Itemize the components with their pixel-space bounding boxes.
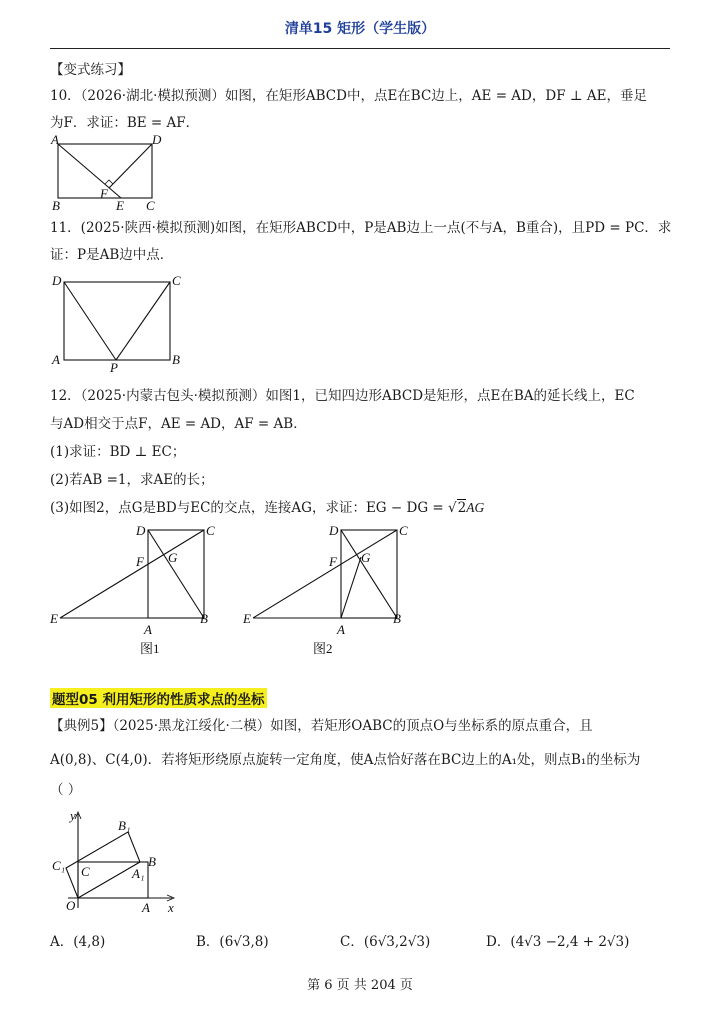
- ex5-option-b-letter: B．: [196, 934, 220, 950]
- q11-segment-cp: [116, 282, 170, 360]
- ex5-option-c-letter: C．: [340, 934, 364, 950]
- q12-f1-label-b: B: [200, 611, 208, 626]
- q12-f1-segment-ec: [60, 530, 204, 618]
- q10-figure: [48, 132, 168, 214]
- q12-part1: (1)求证：BD ⊥ EC；: [50, 444, 186, 460]
- q12-fig1-caption: 图1: [140, 641, 160, 656]
- q11-segment-dp: [64, 282, 116, 360]
- q12-f2-label-d: D: [329, 523, 339, 538]
- q11-label-c: C: [172, 273, 181, 288]
- q12-f1-label-e: E: [50, 611, 58, 626]
- q12-f2-label-e: E: [243, 611, 251, 626]
- ex5-option-d-value: (4√3 −2,4 + 2√3): [510, 934, 630, 950]
- q12-text-line1: 12．（2025·内蒙古包头·模拟预测）如图1，已知四边形ABCD是矩形，点E在BA的延长线上，EC: [50, 388, 635, 404]
- header-rule: [50, 48, 670, 49]
- q12-f2-label-c: C: [399, 523, 408, 538]
- ex5-figure: [48, 806, 188, 918]
- ex5-label-x: x: [168, 900, 174, 915]
- ex5-option-c[interactable]: [340, 930, 430, 950]
- ex5-label-a: A: [142, 900, 150, 915]
- ex5-label-a1: A₁: [132, 866, 145, 881]
- q12-part3-tail: AG: [466, 500, 485, 515]
- q12-figure-1: [50, 520, 220, 660]
- q12-f2-segment-ag: [341, 557, 361, 618]
- section-label: 【变式练习】: [50, 62, 131, 78]
- ex5-option-b-value: (6√3,8): [219, 934, 269, 950]
- q10-label-c: C: [146, 198, 155, 213]
- ex5-label-b1: B₁: [118, 818, 131, 833]
- ex5-text-line2: A(0,8)、C(4,0)．若将矩形绕原点旋转一定角度，使A点恰好落在BC边上的A₁处，则点B₁的坐标为: [50, 752, 641, 768]
- q12-f2-segment-ec: [253, 530, 397, 618]
- q11-label-a: A: [52, 352, 60, 367]
- q11-label-b: B: [172, 352, 180, 367]
- ex5-option-c-value: (6√3,2√3): [363, 934, 431, 950]
- q12-part3-sqrt-sign: √: [448, 500, 457, 516]
- page-header-title: 清单15 矩形（学生版）: [284, 21, 436, 37]
- ex5-option-a[interactable]: [50, 930, 105, 950]
- q12-f2-segment-bd: [341, 530, 397, 618]
- ex5-label-y: y: [70, 808, 76, 823]
- q10-text-line2: 为F．求证：BE = AF．: [50, 115, 200, 131]
- q12-f1-label-c: C: [206, 523, 215, 538]
- topic-heading: 题型05 利用矩形的性质求点的坐标: [50, 688, 267, 708]
- q10-label-e: E: [116, 198, 124, 213]
- q11-label-p: P: [110, 360, 118, 375]
- q12-f1-label-f: F: [136, 554, 144, 569]
- ex5-option-b[interactable]: [196, 930, 269, 950]
- q12-figure-2: [243, 520, 413, 660]
- q12-part3-text: (3)如图2，点G是BD与EC的交点，连接AG，求证：EG − DG =: [50, 500, 448, 516]
- q12-f1-label-g: G: [168, 550, 178, 565]
- q10-segment-ae: [58, 144, 121, 198]
- q12-part2: (2)若AB =1，求AE的长；: [50, 472, 214, 488]
- q12-text-line2: 与AD相交于点F，AE = AD，AF = AB．: [50, 416, 307, 432]
- q12-f2-label-b: B: [393, 611, 401, 626]
- ex5-rect-rotated: [66, 832, 140, 898]
- q12-f1-label-d: D: [136, 523, 146, 538]
- q11-label-d: D: [52, 273, 62, 288]
- q12-fig2-caption: 图2: [313, 641, 333, 656]
- q11-text-line2: 证：P是AB边中点．: [50, 247, 174, 263]
- q12-f1-label-a: A: [144, 622, 152, 637]
- q10-label-f: F: [100, 186, 108, 201]
- ex5-option-a-letter: A．: [50, 934, 74, 950]
- q10-label-a: A: [51, 132, 59, 147]
- q10-text-line1: 10．（2026·湖北·模拟预测）如图，在矩形ABCD中，点E在BC边上，AE = AD，DF ⊥ AE，垂足: [50, 88, 647, 104]
- q10-segment-df: [109, 144, 152, 188]
- q11-rect: [64, 282, 170, 360]
- q12-f2-label-g: G: [361, 550, 371, 565]
- ex5-label-c: C: [81, 864, 90, 879]
- page-footer: 第 6 页 共 204 页: [307, 978, 413, 993]
- q12-part3: [50, 498, 680, 518]
- q10-label-b: B: [52, 198, 60, 213]
- q12-f2-label-f: F: [329, 554, 337, 569]
- ex5-option-a-value: (4,8): [73, 934, 106, 950]
- q12-f1-segment-bd: [148, 530, 204, 618]
- q11-figure: [48, 270, 198, 374]
- ex5-text-line1: 【典例5】（2025·黑龙江绥化·二模）如图，若矩形OABC的顶点O与坐标系的原点重合，且: [50, 718, 593, 734]
- q10-right-angle-mark: [105, 180, 113, 184]
- q11-text-line1: 11．(2025·陕西·模拟预测)如图，在矩形ABCD中，P是AB边上一点(不与A，B重合)，且PD = PC．求: [50, 220, 672, 236]
- ex5-option-d[interactable]: [486, 930, 629, 950]
- ex5-label-o: O: [66, 898, 76, 913]
- q10-label-d: D: [152, 132, 162, 147]
- q12-f2-label-a: A: [337, 622, 345, 637]
- ex5-text-line3: （ ）: [50, 782, 82, 798]
- q12-part3-sqrt: 2: [457, 500, 467, 516]
- ex5-label-b: B: [148, 854, 156, 869]
- ex5-label-c1: C₁: [52, 858, 66, 873]
- ex5-option-d-letter: D．: [486, 934, 511, 950]
